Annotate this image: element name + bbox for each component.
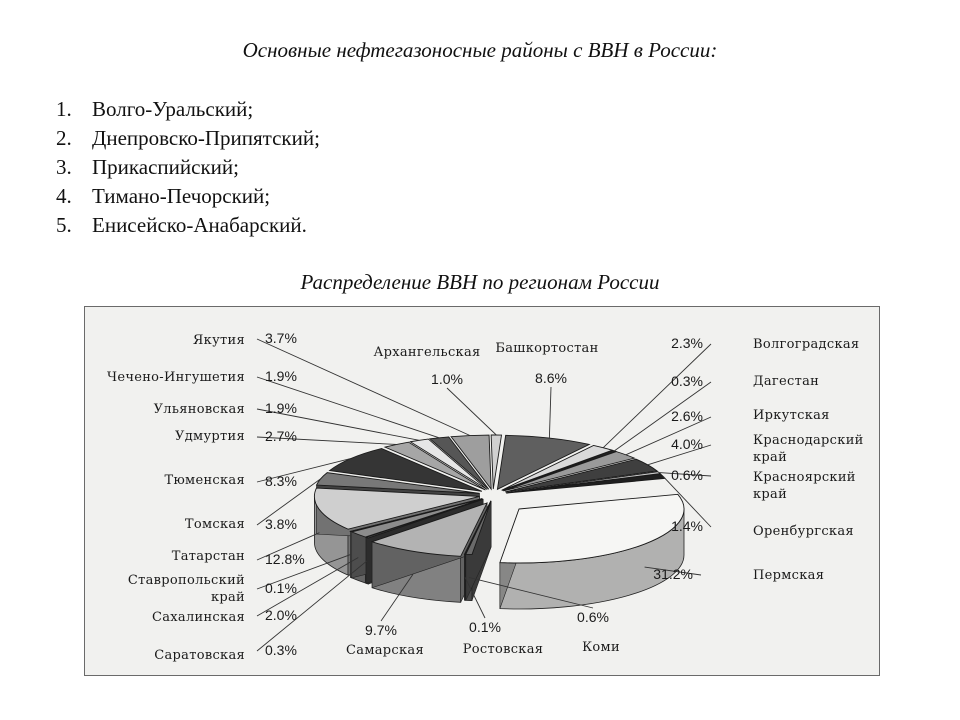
region-label: Татарстан [171,549,245,564]
percent-label: 12.8% [265,551,305,567]
region-label: Ставропольский край [127,573,245,605]
region-label: Томская [184,517,245,532]
region-label: Дагестан [753,374,820,389]
percent-label: 0.1% [469,619,501,635]
list-number: 5. [56,213,72,237]
region-label: Ростовская [462,642,544,657]
list-item [56,124,320,153]
list-number: 3. [56,155,72,179]
percent-label: 3.8% [265,516,297,532]
percent-label: 0.1% [265,580,297,596]
list-text: Тимано-Печорский; [92,184,271,208]
region-label: Удмуртия [175,429,245,444]
list-number: 4. [56,184,72,208]
percent-label: 0.3% [265,642,297,658]
percent-label: 8.3% [265,473,297,489]
region-label: Краснодарский край [753,433,864,465]
pie-chart [85,307,881,677]
leader-line [257,561,367,651]
list-text: Прикаспийский; [92,155,239,179]
list-number: 1. [56,97,72,121]
region-label: Чечено-Ингушетия [106,370,245,385]
percent-label: 0.6% [577,609,609,625]
chart-title: Распределение ВВН по регионам России [300,270,660,294]
percent-label: 2.7% [265,428,297,444]
regions-list [56,95,320,240]
leader-line [603,344,711,448]
percent-label: 8.6% [535,370,567,386]
list-text: Днепровско-Припятский; [92,126,320,150]
region-label: Тюменская [164,473,245,488]
percent-label: 1.4% [671,518,703,534]
list-text: Волго-Уральский; [92,97,254,121]
region-label: Оренбургская [753,524,854,539]
percent-label: 9.7% [365,622,397,638]
region-label: Башкортостан [495,341,599,356]
region-label: Красноярский край [753,470,856,502]
region-label: Коми [582,640,620,655]
leader-line [549,387,551,438]
percent-label: 3.7% [265,330,297,346]
list-text: Енисейско-Анабарский. [92,213,307,237]
percent-label: 2.3% [671,335,703,351]
region-label: Иркутская [753,408,830,423]
percent-label: 0.6% [671,467,703,483]
region-label: Самарская [346,643,424,658]
percent-label: 2.0% [265,607,297,623]
percent-label: 31.2% [653,566,693,582]
percent-label: 1.9% [265,400,297,416]
percent-label: 2.6% [671,408,703,424]
percent-label: 1.0% [431,371,463,387]
region-label: Пермская [753,568,825,583]
list-item [56,153,320,182]
list-number: 2. [56,126,72,150]
region-label: Архангельская [373,345,481,360]
percent-label: 0.3% [671,373,703,389]
region-label: Ульяновская [153,402,245,417]
leader-line [447,388,496,435]
region-label: Саратовская [154,648,245,663]
list-item [56,182,320,211]
percent-label: 1.9% [265,368,297,384]
percent-label: 4.0% [671,436,703,452]
region-label: Якутия [192,333,245,348]
page-heading: Основные нефтегазоносные районы с ВВН в России: [242,38,718,62]
list-item [56,211,320,240]
region-label: Сахалинская [151,610,245,625]
list-item [56,95,320,124]
region-label: Волгоградская [753,337,860,352]
chart-frame [84,306,880,676]
